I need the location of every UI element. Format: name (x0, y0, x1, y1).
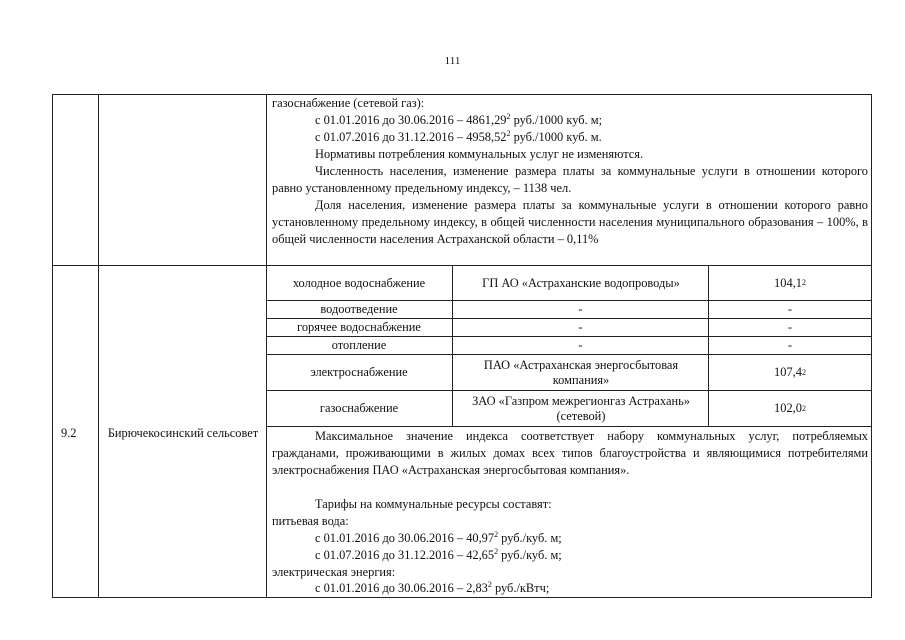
provider-cell: ЗАО «Газпром межрегионгаз Астрахань» (сетевой) (472, 393, 690, 423)
value-cell: - (787, 338, 793, 352)
table-border-top (52, 94, 872, 95)
row-number: 9.2 (61, 426, 77, 440)
tariff-line: с 01.07.2016 до 31.12.2016 – 4958,52$^2$ руб./1000 куб. м. (315, 128, 602, 144)
provider-cell: ПАО «Астраханская энергосбытовая компания» (483, 357, 679, 387)
table-border-bottom (52, 597, 872, 598)
service-cell: холодное водоснабжение (292, 275, 426, 290)
service-cell: отопление (331, 338, 387, 352)
subtable-row-divider (266, 426, 872, 427)
service-cell: электроснабжение (310, 365, 408, 379)
value-cell: - (787, 320, 793, 334)
text-paragraph: Численность населения, изменение размера платы за коммунальные услуги в отношении которого равно установленному предельному индексу, – 1138 чел. (272, 164, 868, 195)
data-table (52, 94, 872, 598)
text-line: Тарифы на коммунальные ресурсы составят: (315, 497, 552, 511)
tariff-line: с 01.01.2016 до 30.06.2016 – 2,83$^2$ руб./кВтч; (315, 579, 550, 595)
value-cell: 107,4 2 (774, 365, 806, 379)
text-line: Нормативы потребления коммунальных услуг не изменяются. (315, 147, 644, 161)
provider-cell: - (578, 320, 583, 334)
text-line: электрическая энергия: (272, 565, 396, 579)
text-line: питьевая вода: (272, 514, 349, 528)
municipality-name: Бирючекосинский сельсовет (107, 426, 259, 440)
tariff-line: с 01.07.2016 до 31.12.2016 – 42,65$^2$ руб./куб. м; (315, 546, 562, 562)
value-cell: 104,1 2 (774, 275, 806, 290)
provider-cell: ГП АО «Астраханские водопроводы» (482, 275, 680, 290)
table-border-left (52, 94, 53, 598)
tariff-line: с 01.01.2016 до 30.06.2016 – 4861,29$^2$ руб./1000 куб. м; (315, 111, 603, 127)
value-cell: - (787, 302, 793, 316)
provider-cell: - (578, 338, 583, 352)
service-cell: газоснабжение (319, 401, 399, 415)
service-cell: водоотведение (320, 302, 398, 316)
service-cell: горячее водоснабжение (297, 320, 421, 334)
provider-cell: - (578, 302, 583, 316)
value-cell: 102,0 2 (774, 401, 806, 415)
table-border-right (871, 94, 872, 598)
text-line: газоснабжение (сетевой газ): (272, 96, 425, 110)
text-paragraph: Доля населения, изменение размера платы за коммунальные услуги в отношении которого равно установленному предельному индексу, в общей численности населения муниципального образования – 100%, в общей численности населения Астраханской области – 0,11% (272, 198, 868, 246)
page-number: 111 (444, 55, 461, 67)
text-paragraph: Максимальное значение индекса соответствует набору коммунальных услуг, потребляемых гражданами, проживающими в жилых домах всех типов благоустройства и являющимися потребителями электроснабжения ПАО «Астраханская энергосбытовая компания». (272, 429, 868, 477)
col-divider-number (98, 94, 99, 598)
tariff-line: с 01.01.2016 до 30.06.2016 – 40,97$^2$ руб./куб. м; (315, 529, 562, 545)
